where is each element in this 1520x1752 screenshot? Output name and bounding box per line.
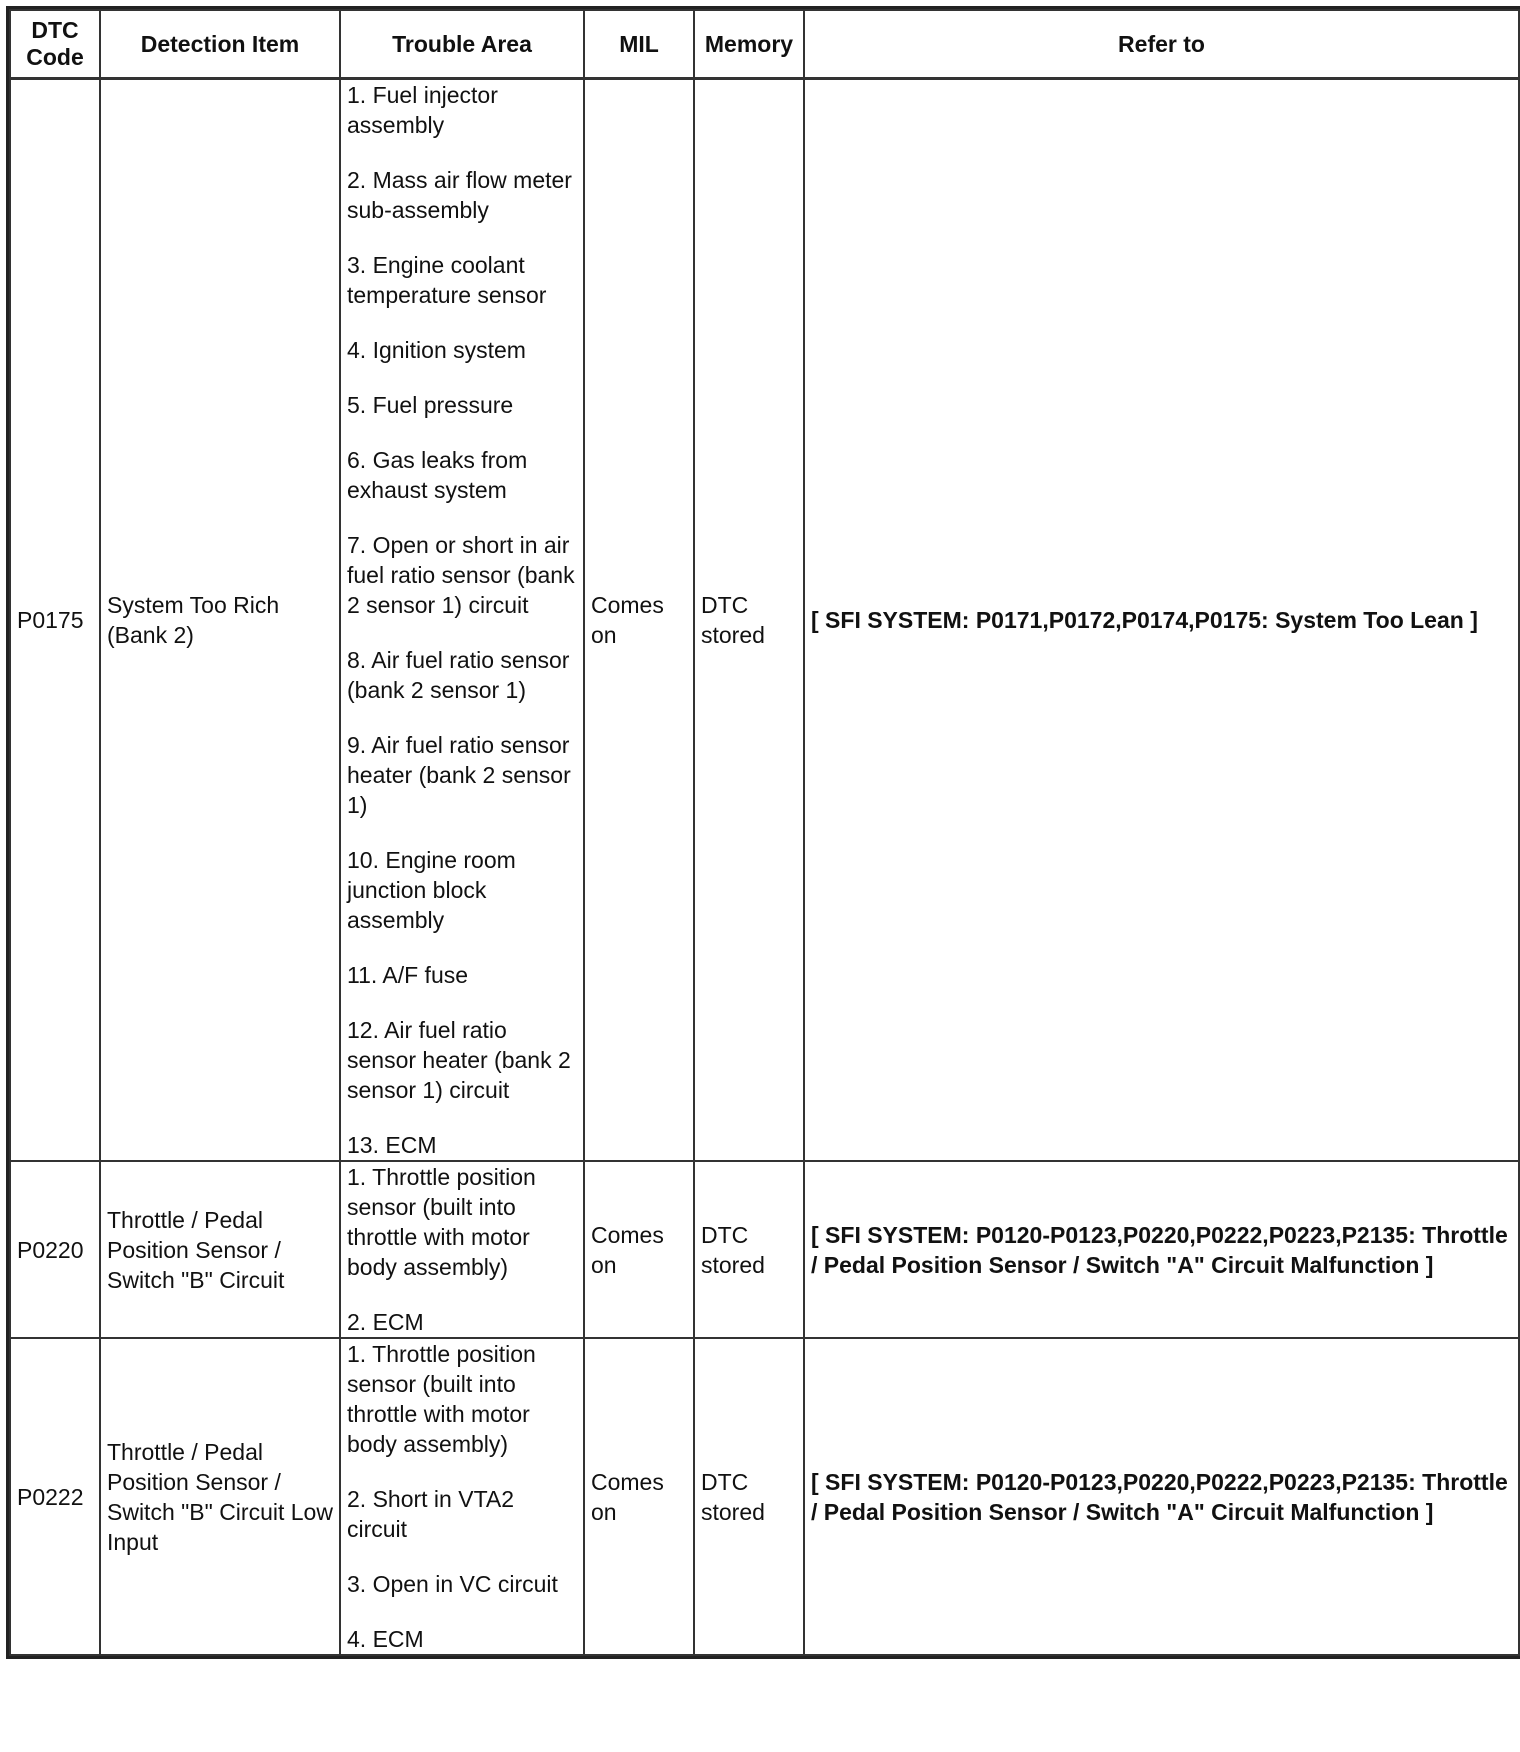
refer-to-link[interactable]: [ SFI SYSTEM: P0171,P0172,P0174,P0175: System Too Lean ] xyxy=(804,79,1519,1162)
trouble-area-item: 1. Throttle position sensor (built into throttle with motor body assembly) xyxy=(347,1164,536,1280)
table-row xyxy=(10,1161,1519,1338)
header-dtc-code: DTC Code xyxy=(10,10,100,79)
header-detection-item: Detection Item xyxy=(100,10,340,79)
header-mil: MIL xyxy=(584,10,694,79)
dtc-table-container xyxy=(6,6,1520,1659)
header-row xyxy=(10,10,1519,79)
trouble-area-item: 3. Open in VC circuit xyxy=(347,1571,558,1597)
mil-cell: Comes on xyxy=(584,1161,694,1338)
refer-to-link[interactable]: [ SFI SYSTEM: P0120-P0123,P0220,P0222,P0223,P2135: Throttle / Pedal Position Sensor / Switch "A" Circuit Malfunction ] xyxy=(804,1338,1519,1655)
header-memory: Memory xyxy=(694,10,804,79)
trouble-area-item: 5. Fuel pressure xyxy=(347,392,514,418)
header-trouble-area: Trouble Area xyxy=(340,10,584,79)
table-row xyxy=(10,1338,1519,1655)
table-row xyxy=(10,79,1519,1162)
trouble-area-item: 1. Fuel injector assembly xyxy=(347,82,498,138)
dtc-table xyxy=(9,9,1520,1656)
trouble-area-item: 6. Gas leaks from exhaust system xyxy=(347,447,528,503)
trouble-area-item: 12. Air fuel ratio sensor heater (bank 2 sensor 1) circuit xyxy=(347,1017,571,1103)
trouble-area-item: 7. Open or short in air fuel ratio sensor (bank 2 sensor 1) circuit xyxy=(347,532,575,618)
detection-item-cell: Throttle / Pedal Position Sensor / Switch "B" Circuit Low Input xyxy=(100,1338,340,1655)
dtc-code-cell: P0220 xyxy=(10,1161,100,1338)
detection-item-cell: System Too Rich (Bank 2) xyxy=(100,79,340,1162)
trouble-area-item: 2. Short in VTA2 circuit xyxy=(347,1486,515,1542)
trouble-area-item: 4. Ignition system xyxy=(347,337,526,363)
dtc-code-cell: P0222 xyxy=(10,1338,100,1655)
mil-cell: Comes on xyxy=(584,1338,694,1655)
trouble-area-cell xyxy=(340,1338,584,1655)
memory-cell: DTC stored xyxy=(694,79,804,1162)
trouble-area-item: 9. Air fuel ratio sensor heater (bank 2 sensor 1) xyxy=(347,732,571,818)
refer-to-link[interactable]: [ SFI SYSTEM: P0120-P0123,P0220,P0222,P0223,P2135: Throttle / Pedal Position Sensor / Switch "A" Circuit Malfunction ] xyxy=(804,1161,1519,1338)
header-refer-to: Refer to xyxy=(804,10,1519,79)
trouble-area-cell xyxy=(340,1161,584,1338)
memory-cell: DTC stored xyxy=(694,1161,804,1338)
trouble-area-item: 8. Air fuel ratio sensor (bank 2 sensor 1) xyxy=(347,647,570,703)
trouble-area-item: 13. ECM xyxy=(347,1132,437,1158)
trouble-area-item: 11. A/F fuse xyxy=(347,962,469,988)
trouble-area-item: 2. Mass air flow meter sub-assembly xyxy=(347,167,572,223)
trouble-area-cell xyxy=(340,79,584,1162)
trouble-area-item: 1. Throttle position sensor (built into throttle with motor body assembly) xyxy=(347,1341,536,1457)
trouble-area-item: 10. Engine room junction block assembly xyxy=(347,847,516,933)
dtc-code-cell: P0175 xyxy=(10,79,100,1162)
trouble-area-item: 4. ECM xyxy=(347,1626,424,1652)
mil-cell: Comes on xyxy=(584,79,694,1162)
detection-item-cell: Throttle / Pedal Position Sensor / Switch "B" Circuit xyxy=(100,1161,340,1338)
memory-cell: DTC stored xyxy=(694,1338,804,1655)
trouble-area-item: 2. ECM xyxy=(347,1309,424,1335)
trouble-area-item: 3. Engine coolant temperature sensor xyxy=(347,252,547,308)
